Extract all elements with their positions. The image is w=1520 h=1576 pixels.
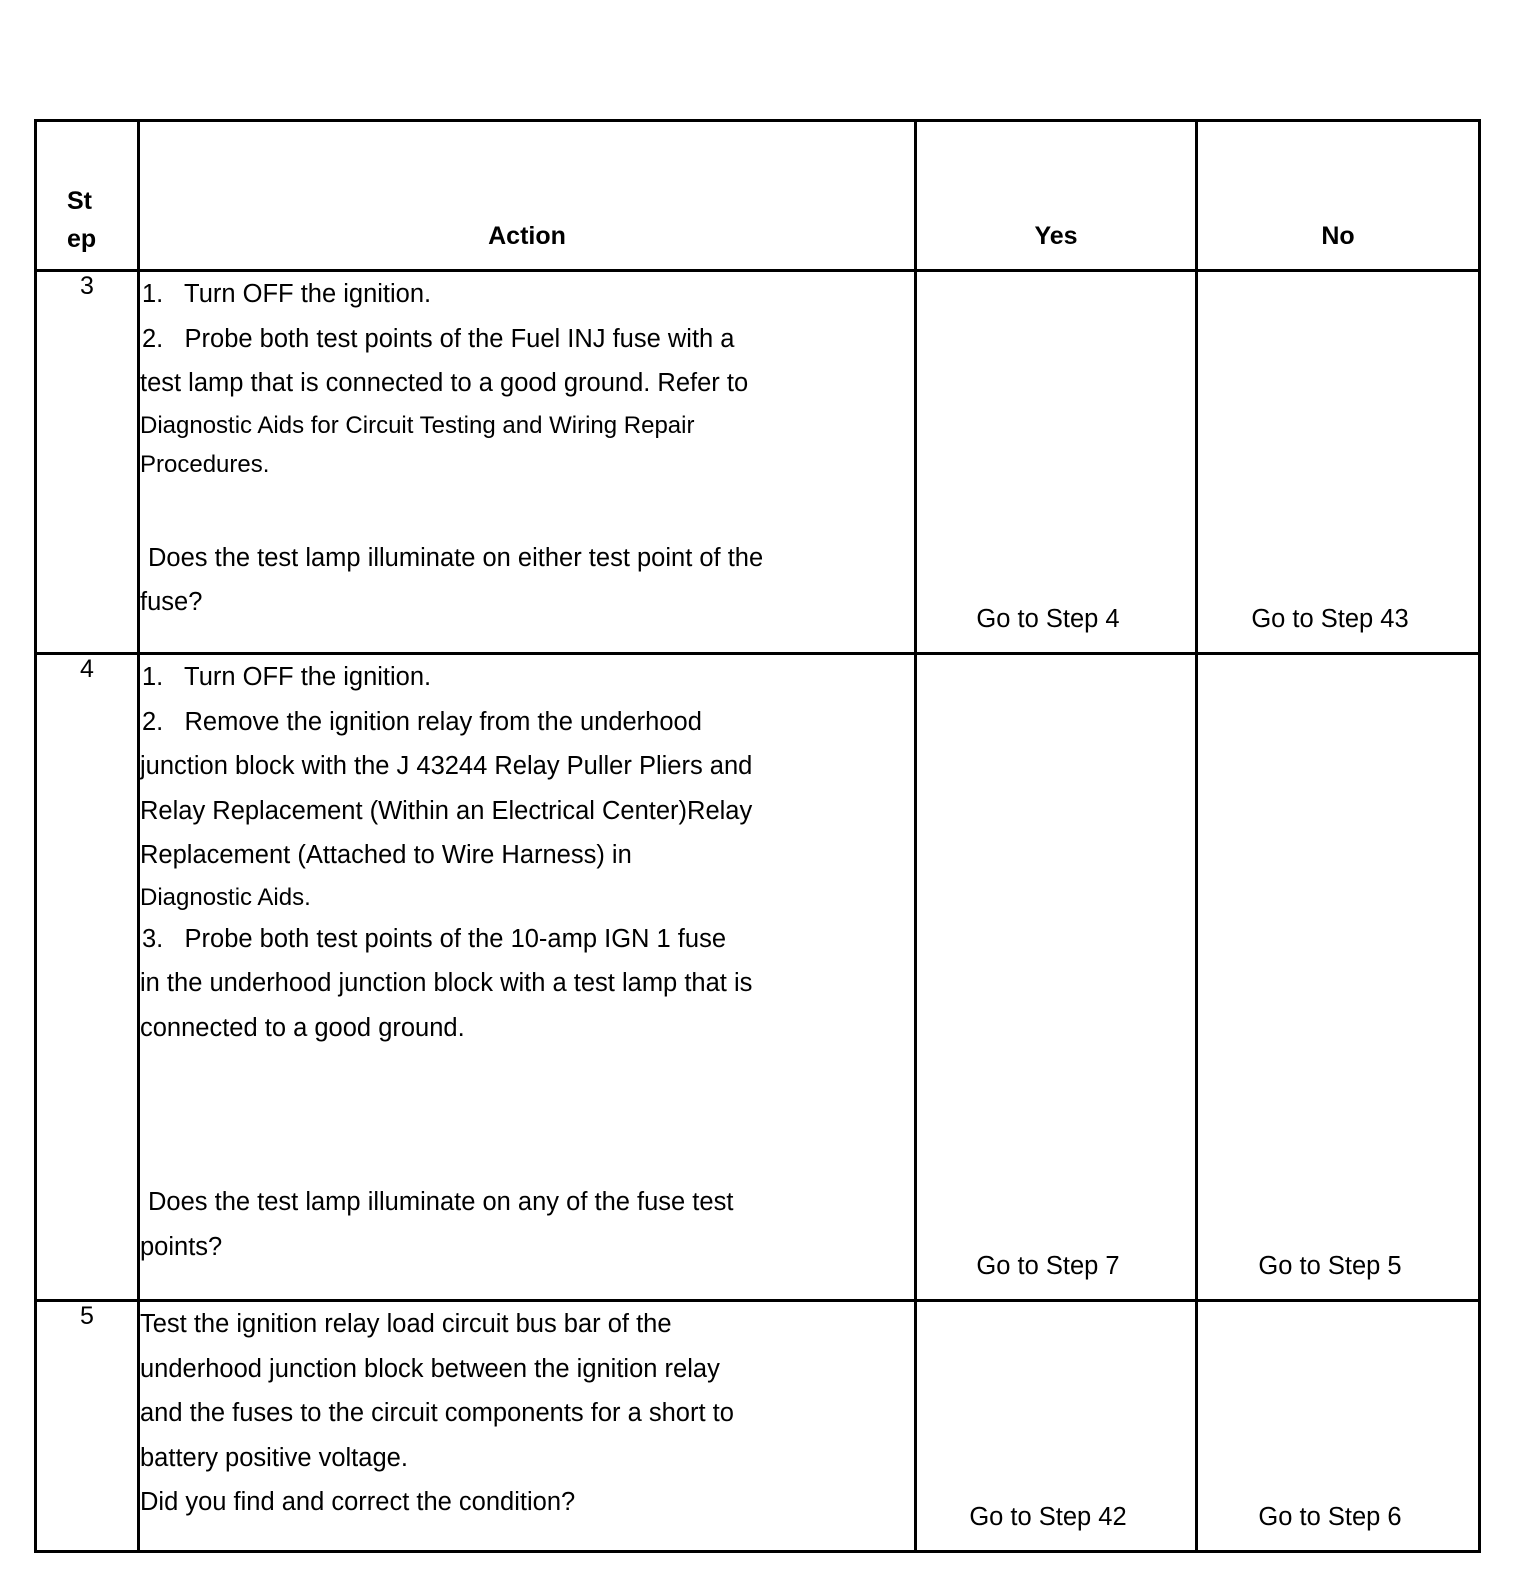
action-line: test lamp that is connected to a good ground. Refer to	[140, 369, 749, 397]
table-row	[36, 271, 1480, 654]
action-line: 1. Turn OFF the ignition.	[142, 280, 432, 308]
action-question: Does the test lamp illuminate on either test point of the	[148, 543, 764, 572]
action-line: 2. Remove the ignition relay from the underhood	[142, 707, 702, 736]
header-step	[36, 121, 139, 271]
no-answer: Go to Step 5	[1258, 1252, 1402, 1280]
action-line: in the underhood junction block with a test lamp that is	[140, 969, 753, 997]
yes-answer: Go to Step 4	[976, 605, 1120, 633]
table-row	[36, 1301, 1480, 1552]
action-cell	[139, 271, 916, 654]
action-cell	[139, 1301, 916, 1552]
no-answer: Go to Step 6	[1258, 1503, 1402, 1531]
action-question: points?	[140, 1232, 223, 1261]
action-line: Procedures.	[140, 450, 270, 478]
yes-cell	[916, 1301, 1197, 1552]
header-action	[139, 121, 916, 271]
action-question: Does the test lamp illuminate on any of the fuse test	[148, 1188, 734, 1216]
header-yes	[916, 121, 1197, 271]
no-cell	[1197, 1301, 1480, 1552]
action-line: Relay Replacement (Within an Electrical Center)Relay	[140, 796, 753, 825]
yes-answer: Go to Step 7	[976, 1252, 1120, 1280]
action-line: battery positive voltage.	[140, 1443, 408, 1472]
yes-cell	[916, 654, 1197, 1301]
no-cell	[1197, 271, 1480, 654]
step-number: 4	[36, 654, 139, 1301]
action-line: and the fuses to the circuit components for a short to	[140, 1399, 734, 1427]
table-row	[36, 654, 1480, 1301]
no-cell	[1197, 654, 1480, 1301]
header-yes-label: Yes	[1034, 222, 1078, 250]
header-no-label: No	[1321, 222, 1355, 250]
action-line: Test the ignition relay load circuit bus bar of the	[140, 1310, 672, 1338]
action-line: Diagnostic Aids for Circuit Testing and Wiring Repair	[140, 411, 695, 439]
action-line: Diagnostic Aids.	[140, 883, 311, 911]
header-row	[36, 121, 1480, 271]
step-number: 5	[36, 1301, 139, 1552]
header-step-line2: ep	[67, 225, 97, 253]
yes-answer: Go to Step 42	[969, 1503, 1127, 1531]
header-step-line1: St	[67, 187, 92, 215]
action-line: Replacement (Attached to Wire Harness) in	[140, 841, 632, 869]
action-question: Did you find and correct the condition?	[140, 1488, 576, 1516]
action-line: junction block with the J 43244 Relay Puller Pliers and	[140, 752, 753, 780]
action-line: 1. Turn OFF the ignition.	[142, 663, 432, 691]
action-line: 3. Probe both test points of the 10-amp IGN 1 fuse	[142, 924, 726, 953]
header-action-label: Action	[488, 222, 566, 250]
action-question: fuse?	[140, 588, 203, 616]
yes-cell	[916, 271, 1197, 654]
no-answer: Go to Step 43	[1251, 605, 1409, 633]
step-number: 3	[36, 271, 139, 654]
action-line: connected to a good ground.	[140, 1013, 465, 1042]
action-line: 2. Probe both test points of the Fuel INJ fuse with a	[142, 324, 735, 353]
header-no	[1197, 121, 1480, 271]
diagnostic-table	[34, 119, 1481, 1553]
action-cell	[139, 654, 916, 1301]
action-line: underhood junction block between the ignition relay	[140, 1354, 720, 1383]
